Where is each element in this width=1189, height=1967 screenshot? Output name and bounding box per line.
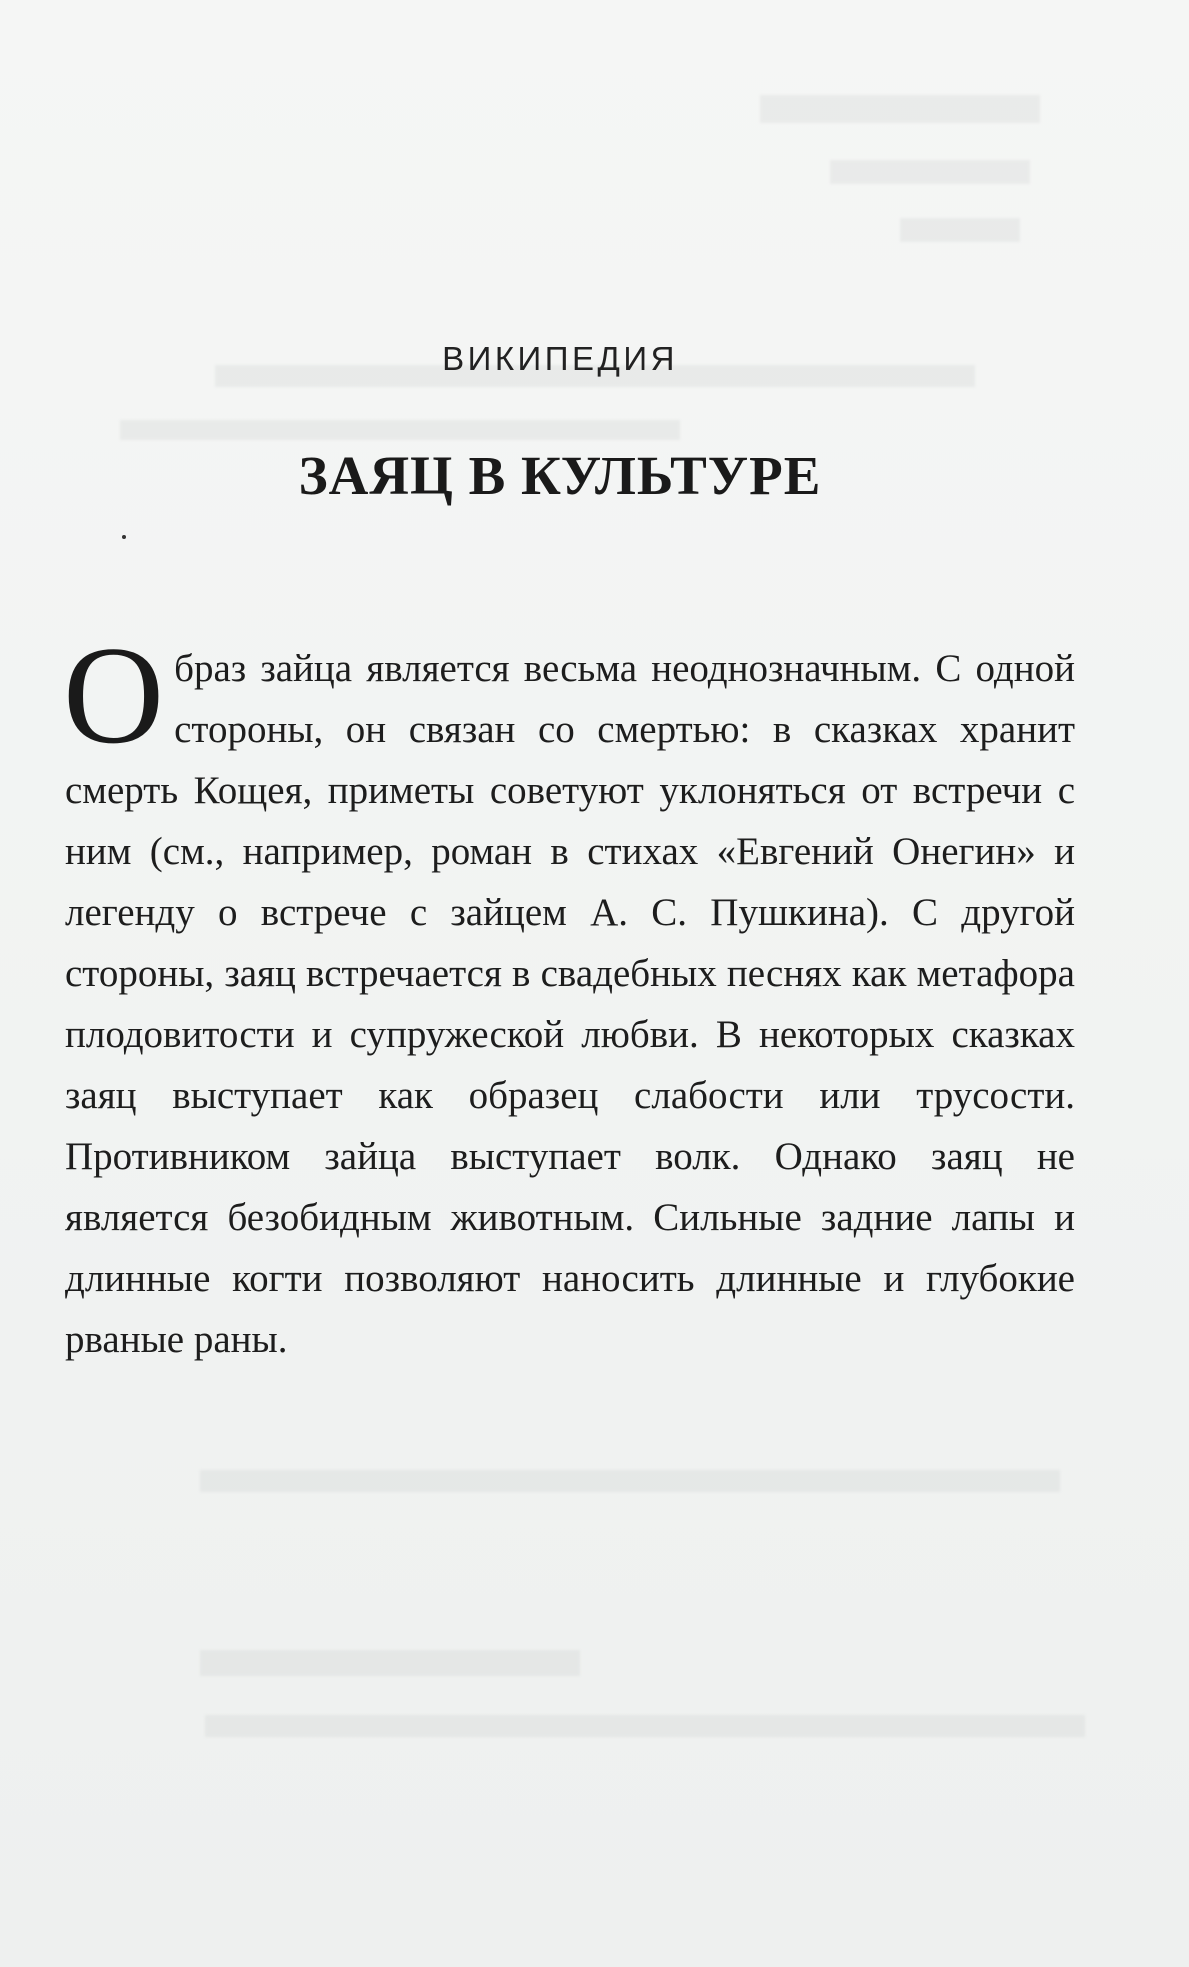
chapter-title: ЗАЯЦ В КУЛЬТУРЕ — [298, 445, 822, 506]
paragraph-text: браз зайца является весьма неоднозначным. С одной стороны, он связан со смертью: в сказках хранит смерть Кощея, приметы советуют уклоняться от встречи с ним (см., например, роман в стихах «Евгений Онегин» и легенду о встрече с зайцем А. С. Пушкина). С другой стороны, заяц встречается в свадебных песнях как метафора плодовитости и супружеской любви. В некоторых сказках заяц выступает как образец слабости или трусости. Противником зайца выступает волк. Однако заяц не является безобидным животным. Сильные задние лапы и длинные когти позволяют наносить длинные и глубокие рваные раны. — [65, 647, 1075, 1361]
bleed-through-2 — [830, 160, 1030, 184]
body-paragraph — [63, 618, 1075, 1370]
bleed-through-3 — [900, 218, 1020, 242]
bleed-through-6 — [200, 1470, 1060, 1492]
bleed-through-8 — [205, 1715, 1085, 1737]
bleed-through-5 — [120, 420, 680, 440]
bleed-through-7 — [200, 1650, 580, 1676]
ink-speck — [122, 535, 126, 539]
bleed-through-1 — [760, 95, 1040, 123]
drop-cap: О — [63, 618, 165, 773]
section-kicker: ВИКИПЕДИЯ — [442, 340, 678, 377]
